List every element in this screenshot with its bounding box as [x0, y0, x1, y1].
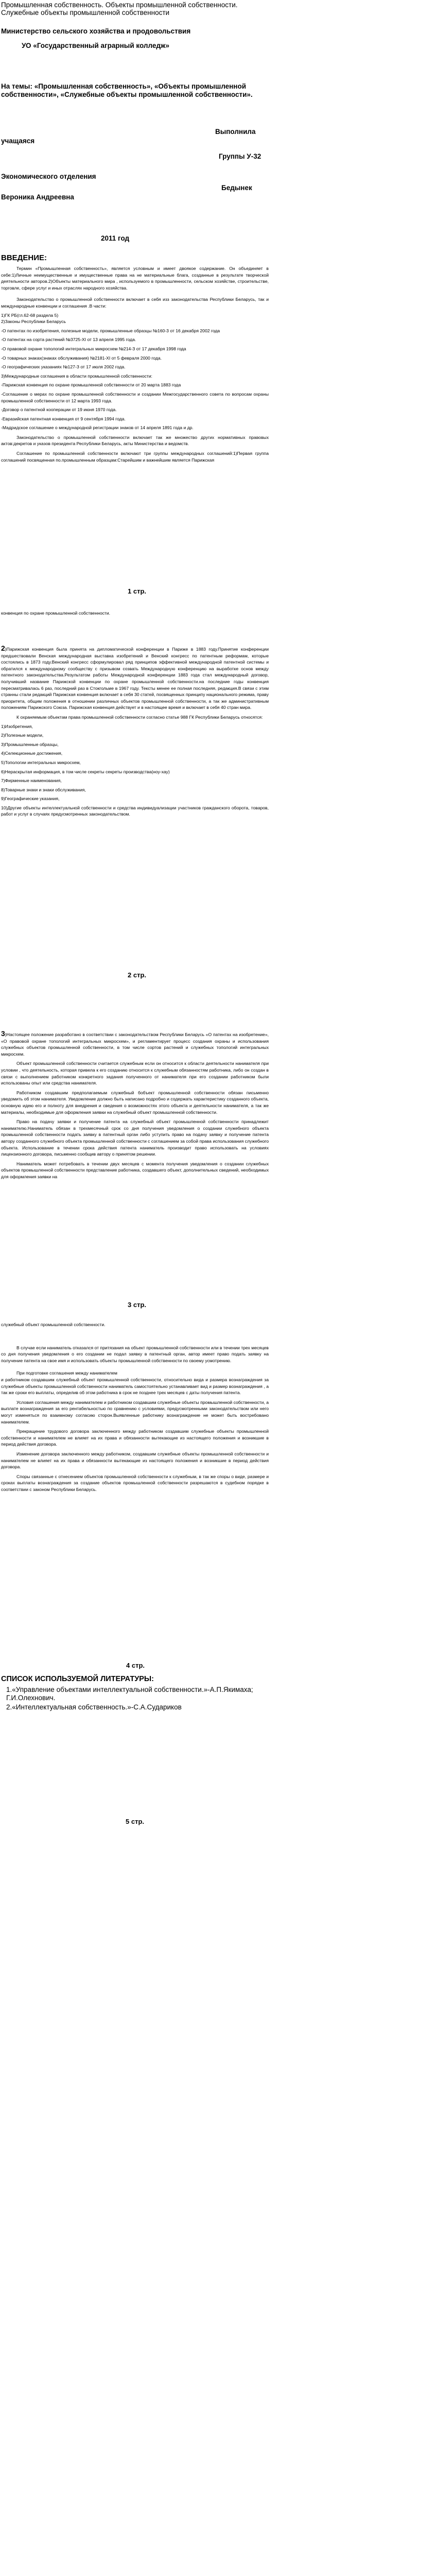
- topic-heading: На темы: «Промышленная собственность», «Объекты промышленной собственности», «Служебные объекты промышленной собственности».: [1, 82, 253, 98]
- legislation-item: -Соглашение о мерах по охране промышленной собственности и создании Межгосударственного совета по вопросам охраны промышленной собственности от 12 марта 1993 года.: [1, 391, 269, 403]
- additional-info-paragraph: Наниматель может потребовать в течении двух месяцев с момента получения уведомления о создании служебных объектов промышленной собственности представление работника, создавшего объект, дополнительных сведений, необходимых для оформления заявки на: [1, 1161, 269, 1179]
- student-label: учащаяся: [1, 137, 35, 145]
- protected-object-item: 8)Товарные знаки и знаки обслуживания,: [1, 787, 86, 792]
- intro-paragraph-4: Соглашение по промышленной собственности включают три группы международных соглашений:1)Первая группа соглашений посвященная по.промышленным образцам:Старейшим и важнейшим является Парижская: [1, 451, 269, 463]
- protected-object-item: 6)Нераскрытая информация, в том числе секреты секреты производства(ноу-хау): [1, 769, 170, 774]
- intro-paragraph-3: Законодательство о промышленной собственности включает так же множество других нормативных правовых актов:декретов и указов президента Республики Беларусь, акты Министерства и ведомств.: [1, 434, 269, 447]
- page-number: 4 стр.: [126, 1662, 145, 1669]
- notification-paragraph: Работником создавшим предполагаемым служебный бобъект промышленной собственности обязан письменно уведомить об этом нанимателя. Уведомление должно быть написано подробно и содержать характеристику созданного объекта, основную идею его и полноту для внедрения и сведения о возможностях этого объекта и деятельности нанимателя, а так же материалы, необходимые для оформления заявки на служебный объект промышленной собственности.: [1, 1090, 269, 1115]
- protected-object-item: 5)Топологии интегральных микросхем,: [1, 759, 81, 765]
- section-2: [1, 645, 269, 818]
- protected-object-item: 3)Промышленные образцы,: [1, 741, 59, 747]
- section-number: 3: [1, 1029, 5, 1038]
- intro-section: [1, 265, 269, 463]
- legislation-item: -Парижская конвенция по охране промышленной собственности от 20 марта 1883 года: [1, 382, 181, 388]
- ministry-line: Министерство сельского хозяйства и продовольствия: [1, 27, 191, 35]
- legislation-item: -Договор о патентной кооперации от 19 июня 1970 года.: [1, 407, 117, 413]
- protected-object-item: 1)Изобретения,: [1, 723, 33, 729]
- group-label: Группы У-32: [219, 152, 261, 160]
- protected-object-item: 10)Другие объекты интеллектуальной собственности и средства индивидуализации участников гражданского оборота, товаров, работ и услуг в случаях предусмотренных законодательством.: [1, 805, 269, 817]
- department-label: Экономического отделения: [1, 173, 96, 180]
- agreement-terms-paragraph: Условия соглашения между нанимателем и работником создавшим служебные объекты промышленной собственности, а выплате вознаграждения за его рентабельностью по сравнению с условиями, предусмотренными законодательством или него могут изменяться по взаимному согласию сторон.Выявленные работнику вознаграждение не может быть востребовано нанимателем.: [1, 1399, 269, 1425]
- legislation-item: 1)ГК РБ(гл.62-68 раздела 5): [1, 312, 59, 318]
- intro-paragraph-2: Законодательство о промышленной собственности включает в себя изз законодательства Республики Беларусь, так и международные конвенции и соглашения .В части:: [1, 297, 269, 309]
- protected-object-item: 4)Селекционные достижения,: [1, 751, 63, 756]
- patent-right-paragraph: Право на подачу заявки и получение патента на служебный объект промышленной собственности принадлежит нанимателю.Наниматель обязан в трехмесячный срок со дня получения уведомления о создании служебного объекта промышленной собственности подать заявку в патентный орган либо уступить право на подачу заявку и получение патента автору созданного служебного объекта промышленной собственности с соглашением за собой права использования служебного объекта. Использование в течении срока действия патента наниматель производит право использовать на условиях лицензионного договора, письменно сообщив автору о принятом решении.: [1, 1119, 269, 1157]
- legislation-item: -О патентах на сорта растений №3725-ХІ от 13 апреля 1995 года.: [1, 337, 136, 343]
- intro-heading: ВВЕДЕНИЕ:: [1, 253, 47, 262]
- protected-object-item: 2)Полезные модели,: [1, 733, 44, 738]
- author-name: Вероника Андреевна: [1, 193, 74, 201]
- section-3-continuation: служебный объект промышленной собственности.: [1, 1322, 106, 1327]
- legislation-item: -О патентах по изобретения, полезные модели, промышленные образцы №160-3 от 16 декабря 2002 года: [1, 328, 220, 333]
- page-3-content: [1, 1321, 269, 1493]
- termination-paragraph: Прекращение трудового договора заключенного между работником создавшим служебные объекты промышленной собственности и нанимателем не влияет на их права и обязанности вытекающие из настоящего положения и возникшие в период действия договора.: [1, 1429, 269, 1447]
- literature-item: 2.«Интеллектуальная собственность.»-С.А.Судариков: [6, 1703, 182, 1711]
- intro-continuation: конвенция по охране промышленной собственности.: [1, 611, 111, 616]
- page-number: 3 стр.: [128, 1301, 146, 1309]
- protected-object-item: 7)Фирменные наименования,: [1, 778, 62, 784]
- protected-objects-intro: К охраняемым объектам права промышленной собственности согласно статье 988 ГК Республики Беларусь относятся:: [16, 714, 263, 720]
- literature-heading: СПИСОК ИСПОЛЬЗУЕМОЙ ЛИТЕРАТУРЫ:: [1, 1675, 154, 1683]
- document-title: Промышленная собственность. Объекты промышленной собственности. Служебные объекты промышленной собственности: [1, 1, 238, 16]
- protected-object-item: 9)Географические указания,: [1, 796, 60, 802]
- disputes-paragraph: Споры связанные с отнесением объектов промышленной собственности к служебным, в так же споры о виде, размере и сроках выплаты вознаграждения за создание объектов промышленной собственности разрешаются в судебном порядке в соответствии с законом Республики Беларусь.: [1, 1473, 269, 1492]
- section-number: 2: [1, 644, 5, 652]
- page-number: 2 стр.: [128, 971, 146, 979]
- legislation-item: 2)Законы Республики Беларусь: [1, 319, 66, 325]
- literature-item: 1.«Управление объектами интеллектуальной собственности.»-А.П.Якимаха; Г.И.Олехнович.: [6, 1686, 253, 1702]
- section-3: [1, 1030, 269, 1180]
- college-line: УО «Государственный аграрный колледж»: [22, 42, 169, 49]
- service-object-paragraph: Объект промышленной собственности считается служебным если он относится к области деятельности нанимателя при условии , что деятельность, которая привела к его созданию относится к служебным обязанностям работника, либо он создан в связи с выполнением работником конкретного задания полученного от нанимателя при его создании работником были использованы опыт или средства нанимателя.: [1, 1061, 269, 1086]
- remuneration-paragraph: и работником создавшим служебный объект промышленной собственности, относительно вида и размера вознаграждения за служебные объекты промышленной собственности наниматель самостоятельно устанавливает вид и размер вознаграждения , а так же сроки его выплаты, определив об этом работника в срок не позднее трех месяцев с даты получения патента.: [1, 1377, 269, 1396]
- legislation-item: -О географических указаниях №127-З от 17 июля 2002 года.: [1, 364, 126, 370]
- legislation-item: -О правовой охране топологий интегральных микросхем №214-З от 17 декабря 1998 года: [1, 346, 186, 351]
- page-number: 1 стр.: [128, 587, 146, 595]
- contract-change-paragraph: Изменение договора заключенного между работником, создавшим служебные объекты промышленной собственности и нанимателем не влияет на их права и обязанности вытекающие из настоящего положения и возникшие в период действия договора.: [1, 1451, 269, 1470]
- refusal-paragraph: В случае если наниматель отказался от притязания на объект промышленной собственности или в течении трех месяцев со дня получения уведомления о его создании не подал заявку в патентный орган, автор имеет право подать заявку на получение патента на свое имя и использовать объекты промышленной собственности по своему усмотрению.: [1, 1345, 269, 1363]
- legislation-item: -Евразийская патентная конвенция от 9 сентября 1994 года.: [1, 416, 126, 421]
- author-surname: Бедынек: [221, 184, 252, 192]
- intro-paragraph-1: Термин «Промышленная собственность», является условным и имеет двоякое содержание. Он объединяет в себе:1)Личные неимущественные и имущественные права на не материальные блага, созданные в результате творческой деятельности авторов.2)Объекты материального мира , используемого в промышленности, сельском хозяйстве, строительстве, торговле, сфере услуг и иных отраслях народного хозяйства.: [1, 266, 269, 291]
- paris-convention-paragraph: )Парижская конвенция была принята на дипломатической конференции в Париже в 1883 году.Принятие конференции предшествовали Венская международная выставка изобретений и Венский конгресс по патентным реформам, которые состоялись в 1873 году.Венский конгресс сформулировал ряд принципов эффективной международной патентной системы и обратился к международному сообществу с призывом созвать Международную конференцию на выработке основ между патентного законодательства.Результатом работы Международной конференции 1883 года стал международный договор, получивший название Парижской конвенции по охране промышленной собственности.на последние годы конвенция пересматривалась 6 раз, последний раз в Стокгольме в 1967 году. Тексты менее ее полная последняя, редакция.В связи с этим странны стали редакций Парижская конвенция включает в себя 30 статей, посвященных принципу национального режима, праву приоритета, общим положения в отношении различных объектов промышленной собственности, а так же административным положениям Парижского Союза. Парижская конвенция действует и в настоящее время и включает в себя 40 стран мира.: [1, 647, 269, 710]
- year: 2011 год: [101, 234, 130, 242]
- regulation-paragraph: )Настоящее положение разработано в соответствии с законодательством Республики Беларусь «О патентах на изобретение», «О правовой охране топологий интегральных микросхем», и регламентирует процесс создания охраны и использования служебных объектов промышленной собственности, в том числе сортов растений и служебных топологий интегральных микросхем.: [1, 1032, 269, 1057]
- agreement-paragraph: При подготовке соглашения между нанимателем: [16, 1370, 117, 1376]
- page-number: 5 стр.: [126, 1818, 144, 1825]
- legislation-item: -Мадридское соглашение о международной регистрации знаков от 14 апреля 1891 года и др.: [1, 425, 194, 431]
- legislation-item: -О товарных знаках(знаках обслуживания) №2181-ХІ от 5 февраля 2000 года.: [1, 355, 162, 361]
- legislation-item: 3)Международные соглашения в области промышленной собственности:: [1, 373, 152, 379]
- performed-label: Выполнила: [215, 128, 256, 135]
